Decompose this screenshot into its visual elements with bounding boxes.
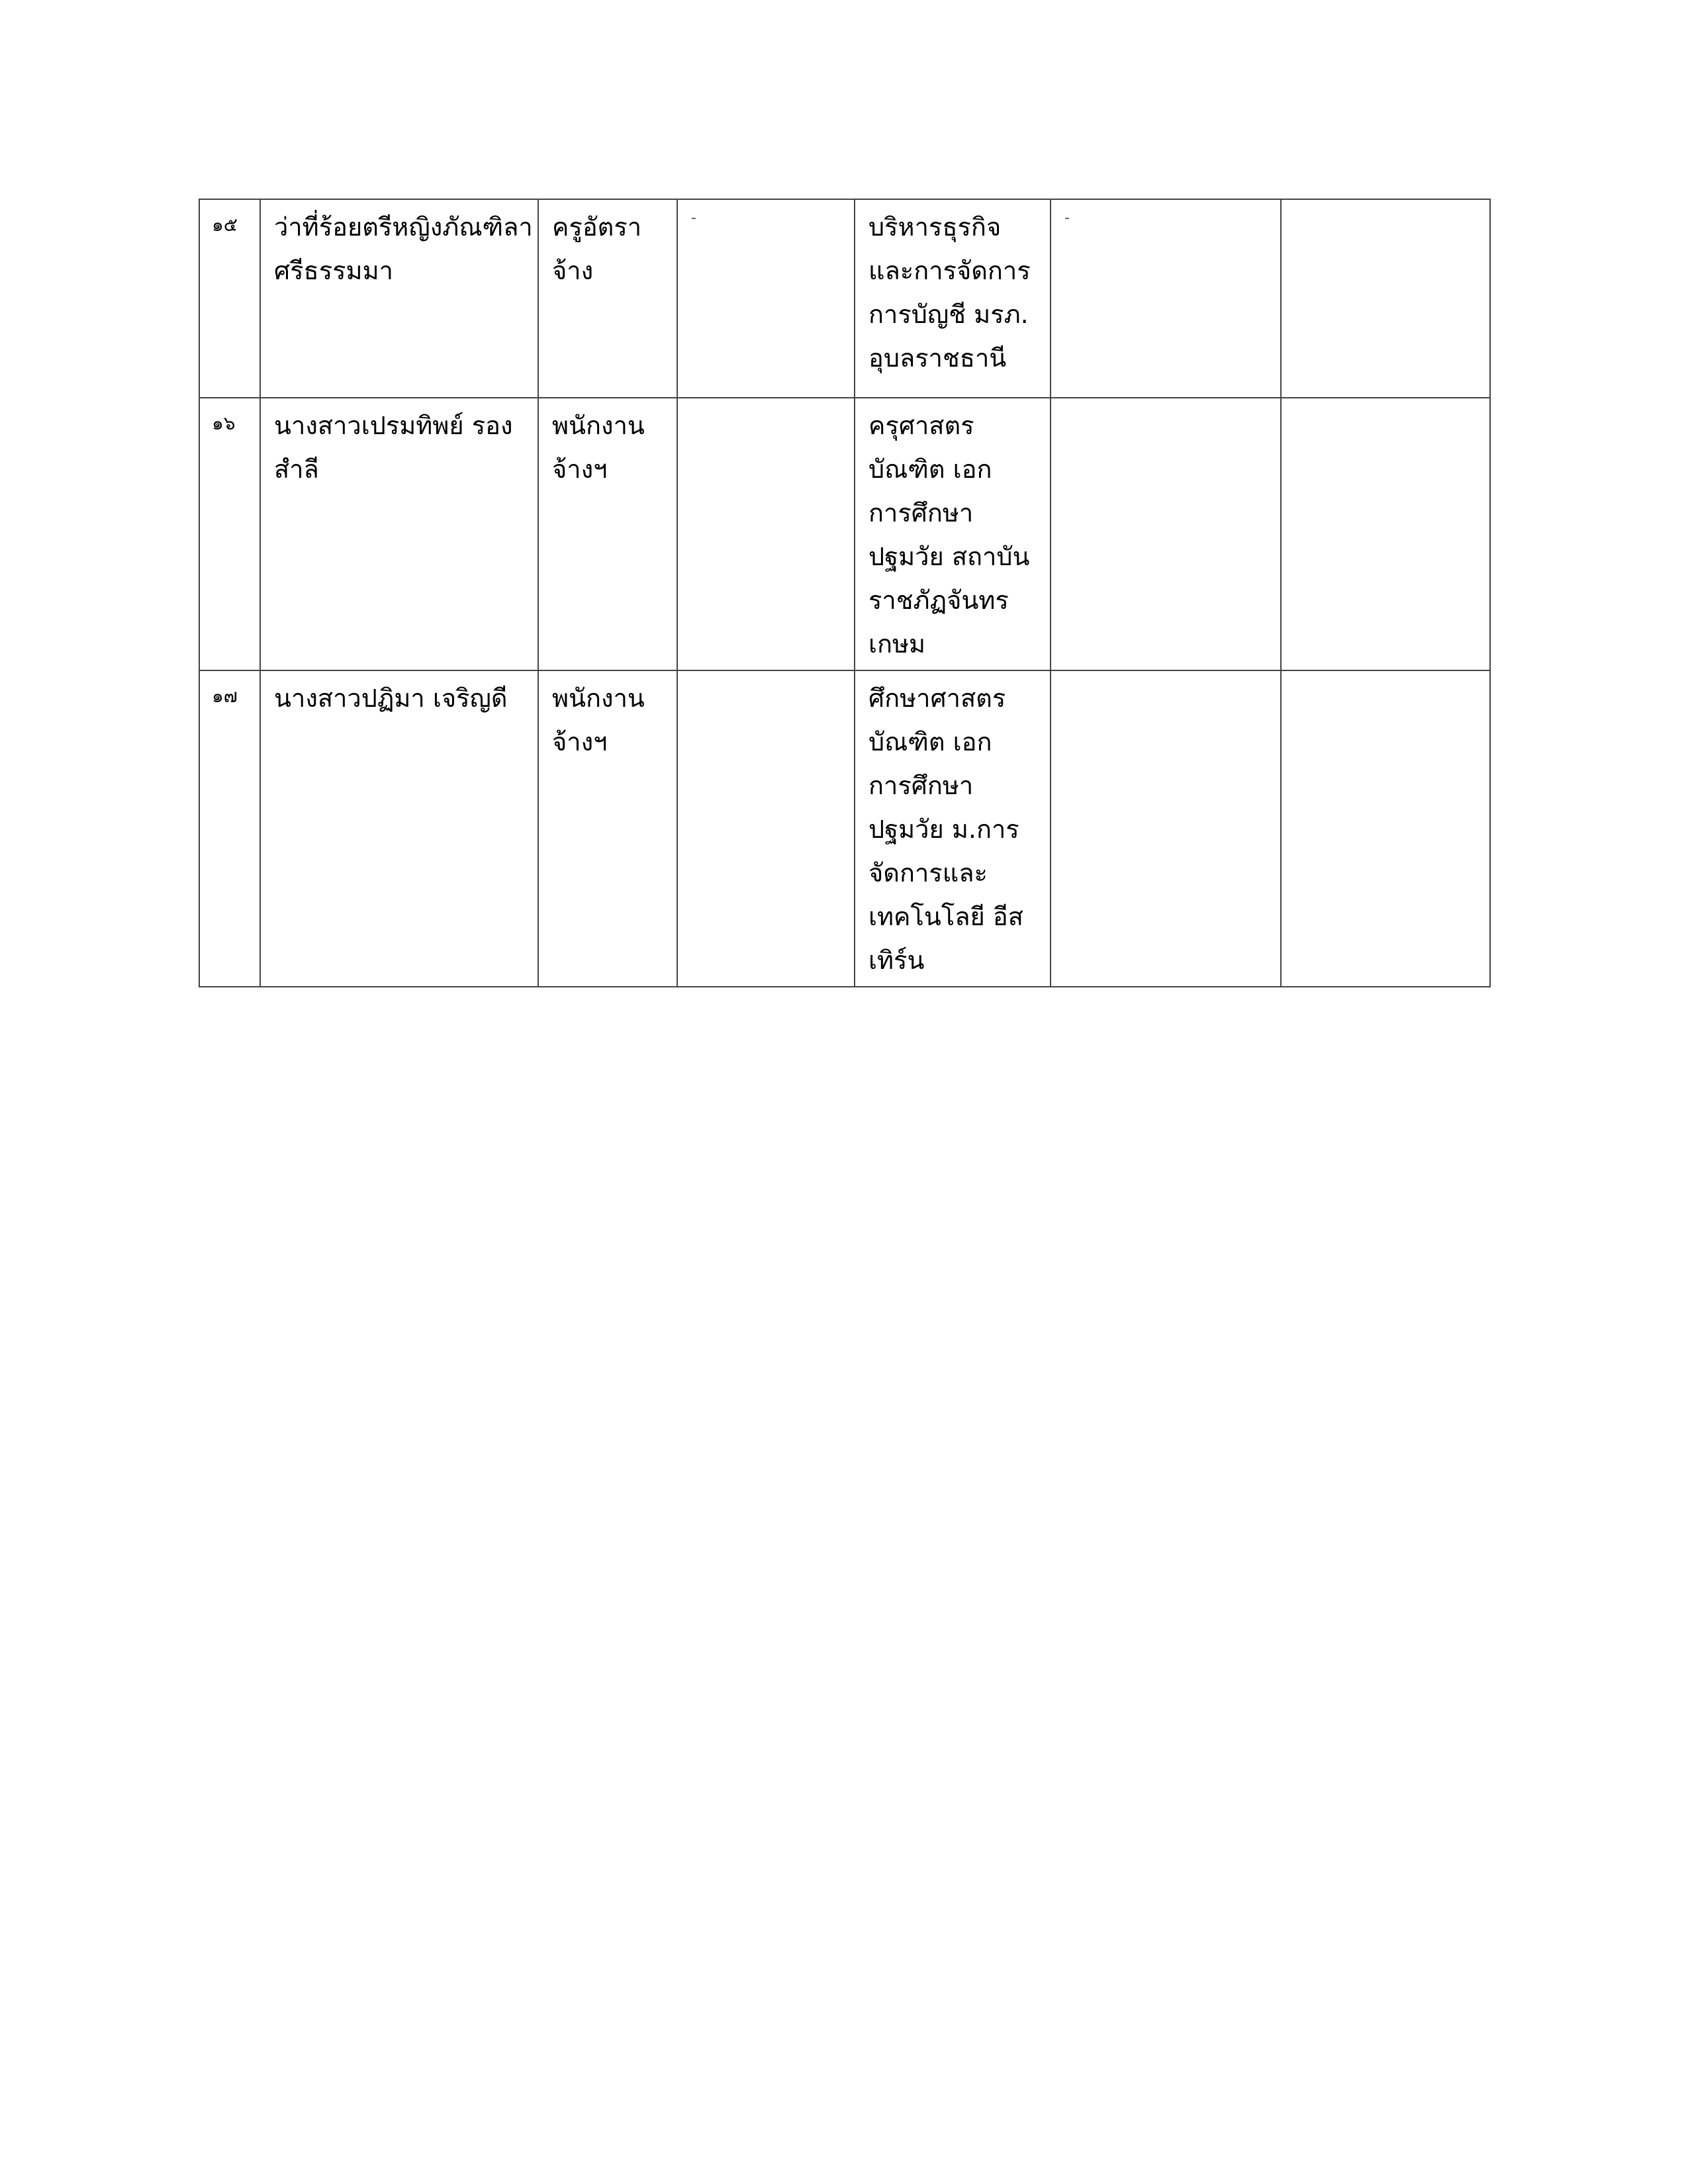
name-line: ว่าที่ร้อยตรีหญิงภัณฑิลา (274, 212, 533, 242)
position-line: จ้างฯ (552, 727, 608, 756)
education-line: ปฐมวัย สถาบัน (868, 542, 1030, 571)
table-row (199, 398, 1490, 670)
name-line: นางสาวปฏิมา เจริญดี (274, 684, 508, 713)
position-line: จ้าง (552, 256, 594, 285)
education-line: จัดการและ (868, 858, 988, 887)
name-line: ศรีธรรมมา (274, 256, 393, 285)
position-line: พนักงาน (552, 684, 645, 713)
education-cell (855, 398, 1051, 670)
name-cell (260, 398, 538, 670)
education-line: การบัญชี มรภ. (868, 300, 1029, 329)
position-line: พนักงาน (552, 411, 645, 440)
col7-cell (1281, 398, 1490, 670)
row-number: ๑๗ (199, 670, 260, 987)
table-row (199, 199, 1490, 398)
name-cell (260, 670, 538, 987)
name-line: นางสาวเปรมทิพย์ รอง (274, 411, 513, 440)
education-line: เทคโนโลยี อีส (868, 902, 1023, 931)
education-line: ครุศาสตร (868, 411, 974, 440)
col6-cell (1051, 670, 1281, 987)
education-cell (855, 199, 1051, 398)
education-line: การศึกษา (868, 771, 974, 800)
name-line: สำลี (274, 455, 319, 484)
education-line: เกษม (868, 629, 926, 659)
education-line: บริหารธุรกิจ (868, 212, 1002, 242)
position-cell (538, 670, 677, 987)
education-line: และการจัดการ (868, 256, 1031, 285)
row-number: ๑๖ (199, 398, 260, 670)
col7-cell (1281, 670, 1490, 987)
name-cell (260, 199, 538, 398)
row-number: ๑๕ (199, 199, 260, 398)
position-cell (538, 398, 677, 670)
col4-cell (677, 670, 855, 987)
education-line: ปฐมวัย ม.การ (868, 815, 1019, 844)
col6-cell: - (1051, 199, 1281, 398)
education-line: ราชภัฏจันทร (868, 586, 1009, 615)
col6-cell (1051, 398, 1281, 670)
col4-cell (677, 398, 855, 670)
position-cell (538, 199, 677, 398)
education-cell (855, 670, 1051, 987)
education-line: การศึกษา (868, 498, 974, 527)
education-line: เทิร์น (868, 946, 925, 975)
education-line: บัณฑิต เอก (868, 727, 992, 756)
table-row (199, 670, 1490, 987)
education-line: อุบลราชธานี (868, 343, 1007, 373)
position-line: จ้างฯ (552, 455, 608, 484)
col7-cell (1281, 199, 1490, 398)
staff-table (199, 199, 1491, 987)
col4-cell: - (677, 199, 855, 398)
position-line: ครูอัตรา (552, 212, 642, 242)
education-line: ศึกษาศาสตร (868, 684, 1006, 713)
education-line: บัณฑิต เอก (868, 455, 992, 484)
